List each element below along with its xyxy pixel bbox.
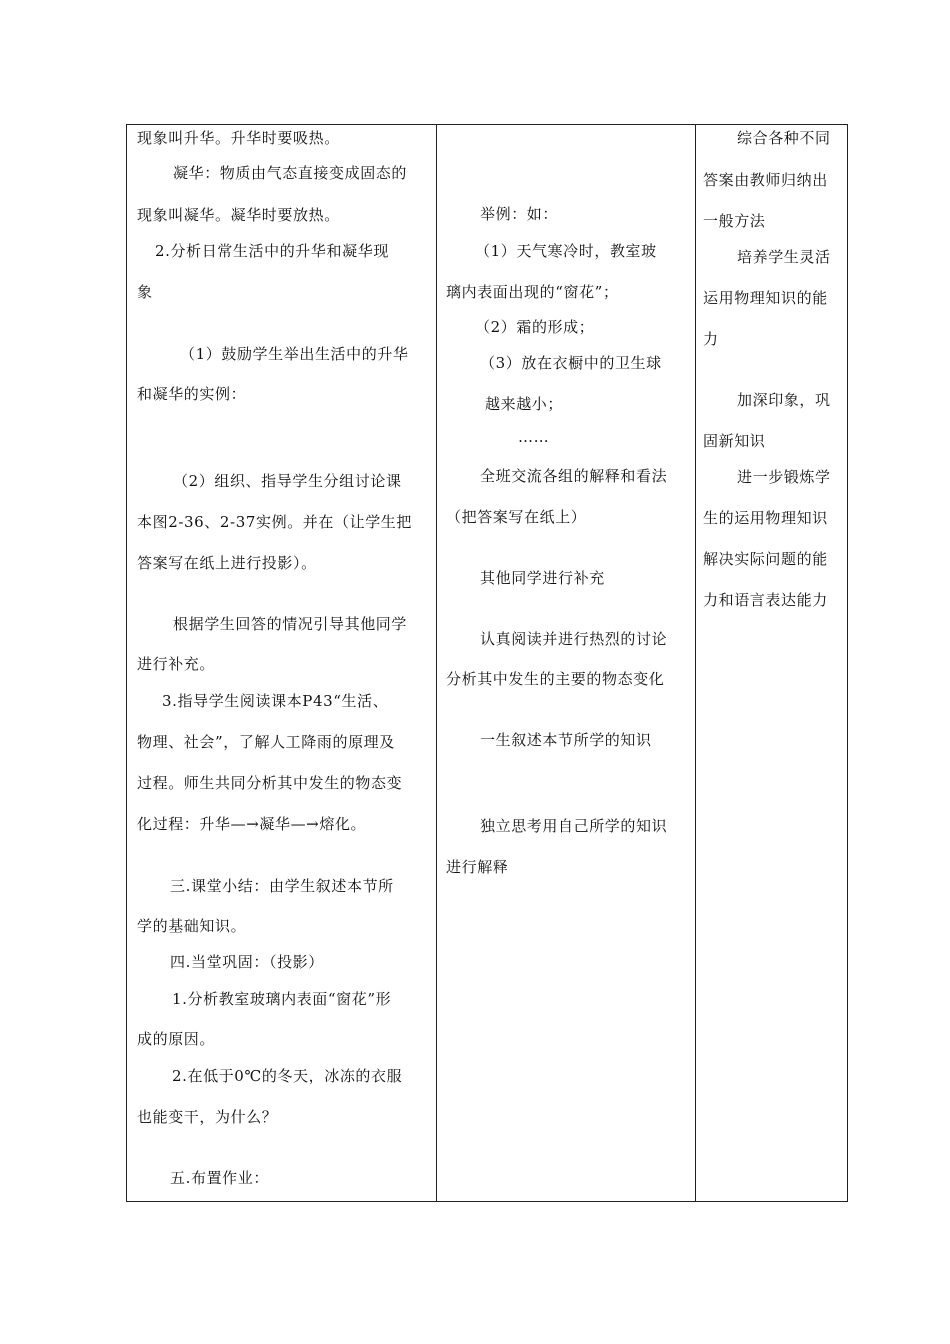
text-line: 固新知识 [703,432,766,450]
text-line: 1.分析教室玻璃内表面“窗花”形 [172,990,392,1008]
text-line: 独立思考用自己所学的知识 [480,817,668,835]
text-line: （2）组织、指导学生分组讨论课 [173,472,402,490]
text-line: 进行解释 [446,858,509,876]
text-line: 四.当堂巩固：（投影） [170,953,324,971]
text-line: 其他同学进行补充 [480,569,605,587]
text-line: 也能变干，为什么？ [137,1108,278,1126]
text-line: 一般方法 [703,212,766,230]
text-line: 化过程：升华—→凝华—→熔化。 [137,815,367,833]
text-line: 进一步锻炼学 [737,468,831,486]
text-line: （3）放在衣橱中的卫生球 [480,354,662,372]
text-line: 根据学生回答的情况引导其他同学 [173,615,408,633]
text-line: 认真阅读并进行热烈的讨论 [480,630,668,648]
text-line: 三.课堂小结：由学生叙述本节所 [170,877,394,895]
text-line: 全班交流各组的解释和看法 [480,467,668,485]
text-line: 3.指导学生阅读课本P43“生活、 [162,692,389,710]
text-line: 进行补充。 [137,655,216,673]
text-line: 璃内表面出现的“窗花”； [446,283,619,301]
text-line: 答案写在纸上进行投影）。 [137,554,317,572]
text-line: 越来越小； [485,395,564,413]
text-line: 学的基础知识。 [137,917,247,935]
text-line: 现象叫凝华。凝华时要放热。 [137,206,340,224]
text-line: （2）霜的形成； [475,318,595,336]
text-line: （1）天气寒冷时，教室玻 [475,242,657,260]
text-line: 培养学生灵活 [737,248,831,266]
text-line: 象 [137,283,153,301]
column-divider [695,125,696,1201]
text-line: 本图2-36、2-37实例。并在（让学生把 [137,513,412,531]
text-line: 运用物理知识的能 [703,289,828,307]
text-line: 综合各种不同 [737,129,831,147]
text-line: 物理、社会”，了解人工降雨的原理及 [137,733,395,751]
text-line: …… [518,428,550,446]
text-line: 五.布置作业： [170,1169,269,1187]
text-line: 分析其中发生的主要的物态变化 [446,670,665,688]
text-line: 过程。师生共同分析其中发生的物态变 [137,774,403,792]
column-divider [436,125,437,1201]
text-line: 答案由教师归纳出 [703,171,828,189]
text-line: 现象叫升华。升华时要吸热。 [137,129,340,147]
text-line: 举例：如： [480,205,559,223]
text-line: 加深印象，巩 [737,391,831,409]
text-line: 和凝华的实例： [137,385,247,403]
text-line: （1）鼓励学生举出生活中的升华 [180,345,409,363]
text-line: 力和语言表达能力 [703,591,828,609]
text-line: 力 [703,330,719,348]
text-line: 生的运用物理知识 [703,509,828,527]
text-line: 一生叙述本节所学的知识 [480,731,652,749]
text-line: 凝华：物质由气态直接变成固态的 [173,164,408,182]
text-line: 解决实际问题的能 [703,550,828,568]
text-line: （把答案写在纸上） [446,508,587,526]
text-line: 2.在低于0℃的冬天，冰冻的衣服 [172,1067,403,1085]
text-line: 成的原因。 [137,1030,216,1048]
text-line: 2.分析日常生活中的升华和凝华现 [155,242,389,260]
